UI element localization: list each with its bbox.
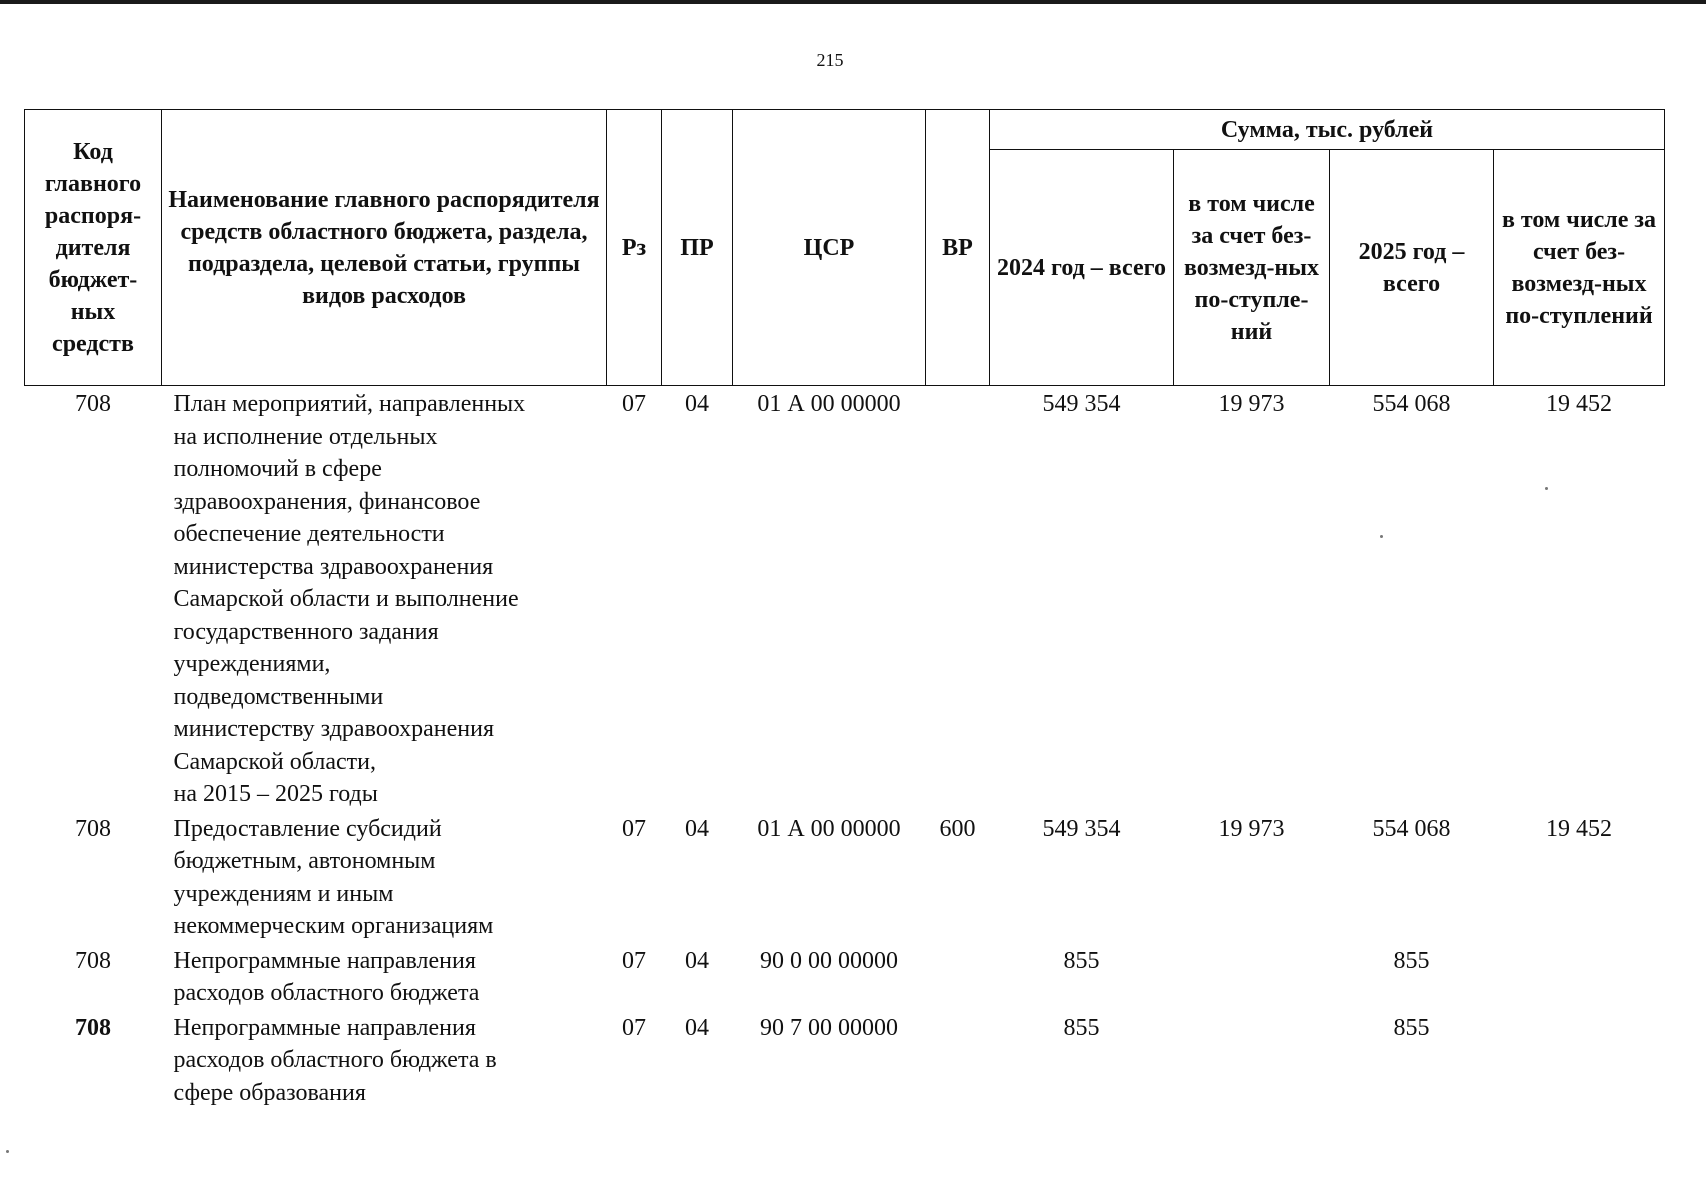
- cell-code: 708: [75, 1014, 111, 1041]
- cell-rz: 07: [622, 1014, 646, 1041]
- page-number: 215: [816, 50, 844, 70]
- header-2025-grants: в том числе за счет без-возмезд-ных по-ступлений: [1494, 150, 1665, 386]
- cell-code: 708: [75, 947, 111, 974]
- scan-speck: [1545, 487, 1548, 490]
- cell-name: Непрограммные направления расходов областного бюджета в сфере образования: [173, 1014, 497, 1106]
- cell-name: Непрограммные направления расходов областного бюджета: [173, 947, 480, 1006]
- cell-2024-grants: 19 973: [1218, 391, 1285, 417]
- cell-2024-grants: 19 973: [1218, 815, 1285, 842]
- table-row: [25, 386, 1665, 811]
- cell-2025-total: 554 068: [1372, 391, 1451, 417]
- cell-2025-grants: [1494, 1010, 1665, 1110]
- cell-vr: [926, 386, 990, 811]
- header-csr: ЦСР: [733, 110, 926, 386]
- cell-pr: 04: [685, 815, 709, 842]
- header-pr: ПР: [662, 110, 733, 386]
- cell-code: 708: [75, 391, 111, 417]
- cell-csr: 01 А 00 00000: [757, 391, 901, 417]
- table-header: [25, 110, 1665, 386]
- cell-vr: [926, 1010, 990, 1110]
- cell-rz: 07: [622, 947, 646, 974]
- cell-2024-total: 855: [1063, 947, 1100, 974]
- cell-2024-grants: [1174, 1010, 1330, 1110]
- cell-name: План мероприятий, направленных на исполнение отдельных полномочий в сфере здравоохранения, финансовое обеспечение деятельности министерства здравоохранения Самарской области и выполнение государственного задания учреждениями, подведомственными министерству здравоохранения Самарской области, на 2015 – 2025 годы: [173, 391, 526, 807]
- cell-pr: 04: [685, 1014, 709, 1041]
- header-rz: Рз: [607, 110, 662, 386]
- scan-speck: [1380, 535, 1383, 538]
- cell-2025-grants: 19 452: [1546, 815, 1612, 842]
- cell-rz: 07: [622, 815, 646, 842]
- table-row: [25, 811, 1665, 943]
- budget-table: [24, 109, 1665, 1109]
- cell-2025-total: 855: [1393, 947, 1430, 974]
- header-2024-total: 2024 год – всего: [990, 150, 1174, 386]
- table-row: [25, 943, 1665, 1010]
- cell-rz: 07: [622, 391, 646, 417]
- scan-speck: [6, 1150, 9, 1153]
- cell-2024-total: 855: [1063, 1014, 1100, 1041]
- cell-2025-grants: 19 452: [1546, 391, 1612, 417]
- header-2024-grants: в том числе за счет без-возмезд-ных по-ступле-ний: [1174, 150, 1330, 386]
- cell-csr: 90 0 00 00000: [760, 947, 898, 974]
- cell-name: Предоставление субсидий бюджетным, автономным учреждениям и иным некоммерческим организациям: [173, 815, 494, 939]
- cell-2025-total: 554 068: [1372, 815, 1451, 842]
- header-vr: ВР: [926, 110, 990, 386]
- cell-2024-total: 549 354: [1042, 815, 1121, 842]
- cell-2025-grants: [1494, 943, 1665, 1010]
- cell-vr: 600: [939, 815, 976, 842]
- cell-2024-total: 549 354: [1042, 391, 1121, 417]
- cell-pr: 04: [685, 947, 709, 974]
- header-2025-total: 2025 год – всего: [1330, 150, 1494, 386]
- cell-code: 708: [75, 815, 111, 842]
- top-border-rule: [0, 0, 1706, 4]
- header-sum: Сумма, тыс. рублей: [990, 110, 1665, 150]
- header-name: Наименование главного распорядителя средств областного бюджета, раздела, подраздела, целевой статьи, группы видов расходов: [162, 110, 607, 386]
- cell-2024-grants: [1174, 943, 1330, 1010]
- cell-pr: 04: [685, 391, 709, 417]
- cell-csr: 01 А 00 00000: [757, 815, 901, 842]
- cell-vr: [926, 943, 990, 1010]
- cell-csr: 90 7 00 00000: [760, 1014, 898, 1041]
- header-code: Код главного распоря-дителя бюджет-ных средств: [25, 110, 162, 386]
- cell-2025-total: 855: [1393, 1014, 1430, 1041]
- table-row: [25, 1010, 1665, 1110]
- table-body: [25, 386, 1665, 1110]
